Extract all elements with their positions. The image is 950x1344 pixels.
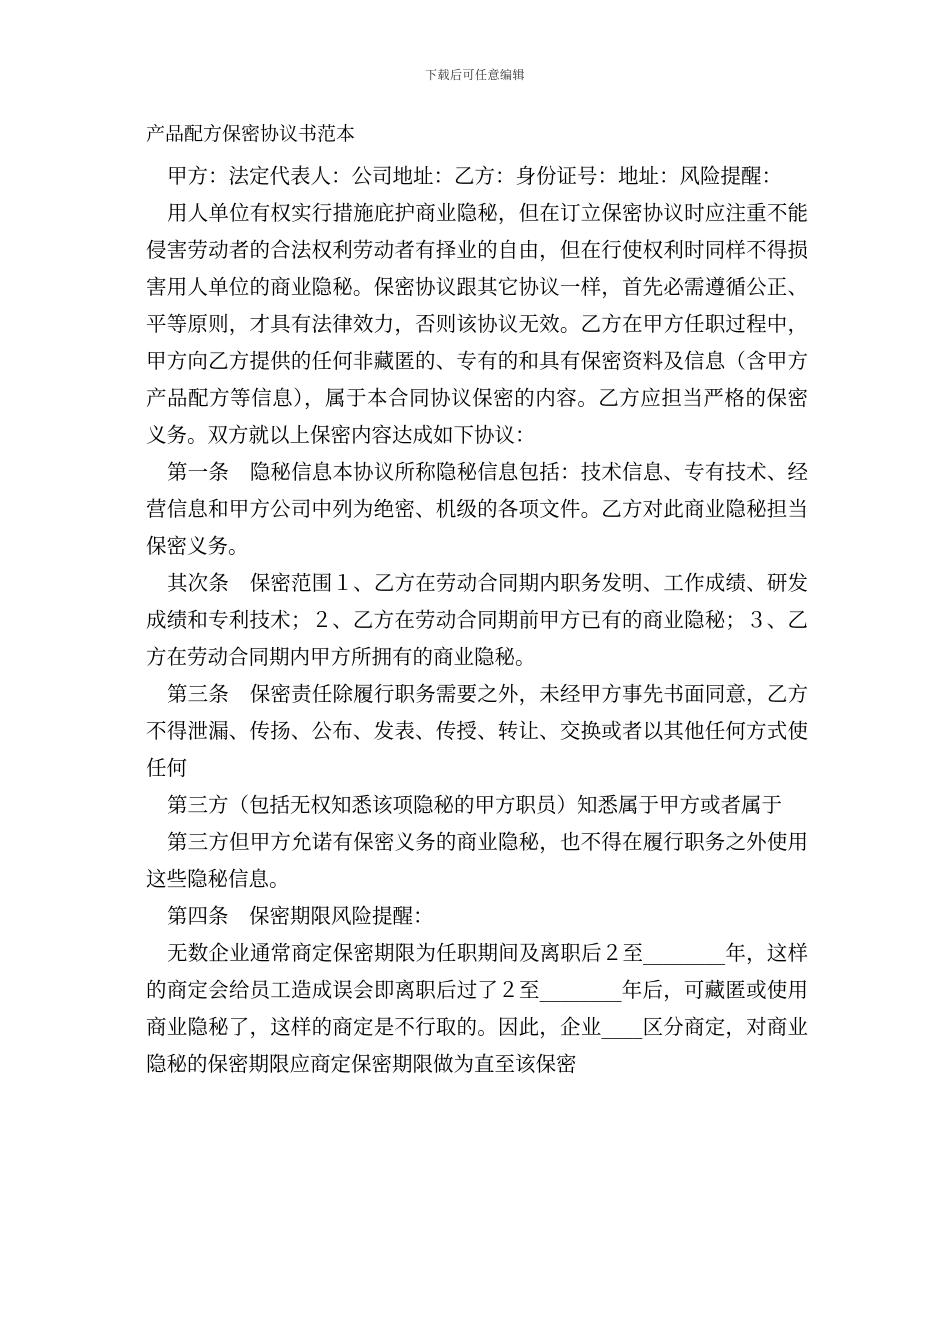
paragraph-article-4-detail: 无数企业通常商定保密期限为任职期间及离职后２至________年，这样的商定会给员工造成误会即离职后过了２至________年后，可藏匿或使用商业隐秘了，这样的商定是不行取的。因此，企业____区分商定，对商业隐秘的保密期限应商定保密期限做为直至该保密 (146, 941, 808, 1076)
header-note: 下载后可任意编辑 (424, 68, 525, 82)
paragraph-intro: 用人单位有权实行措施庇护商业隐秘，但在订立保密协议时应注重不能侵害劳动者的合法权利劳动者有择业的自由，但在行使权利时同样不得损害用人单位的商业隐秘。保密协议跟其它协议一样，首先必需遵循公正、平等原则，才具有法律效力，否则该协议无效。乙方在甲方任职过程中，甲方向乙方提供的任何非藏匿的、专有的和具有保密资料及信息（含甲方产品配方等信息），属于本合同协议保密的内容。乙方应担当严格的保密义务。双方就以上保密内容达成如下协议： (146, 201, 808, 447)
paragraph-article-3: 第三条 保密责任除履行职务需要之外，未经甲方事先书面同意，乙方不得泄漏、传扬、公布、发表、传授、转让、交换或者以其他任何方式使任何 (146, 682, 808, 780)
paragraph-article-3-cont-b: 第三方但甲方允诺有保密义务的商业隐秘，也不得在履行职务之外使用这些隐秘信息。 (146, 830, 808, 891)
paragraph-article-2: 其次条 保密范围１、乙方在劳动合同期内职务发明、工作成绩、研发成绩和专利技术；２、乙方在劳动合同期前甲方已有的商业隐秘；３、乙方在劳动合同期内甲方所拥有的商业隐秘。 (146, 571, 808, 669)
paragraph-article-1: 第一条 隐秘信息本协议所称隐秘信息包括：技术信息、专有技术、经营信息和甲方公司中列为绝密、机级的各项文件。乙方对此商业隐秘担当保密义务。 (146, 460, 808, 558)
paragraph-article-3-cont-a: 第三方（包括无权知悉该项隐秘的甲方职员）知悉属于甲方或者属于 (167, 793, 782, 817)
paragraph-article-4: 第四条 保密期限风险提醒： (167, 904, 434, 928)
document-body (146, 120, 808, 1083)
document-title: 产品配方保密协议书范本 (146, 123, 356, 145)
paragraph-parties: 甲方：法定代表人：公司地址：乙方：身份证号：地址：风险提醒： (167, 164, 782, 188)
